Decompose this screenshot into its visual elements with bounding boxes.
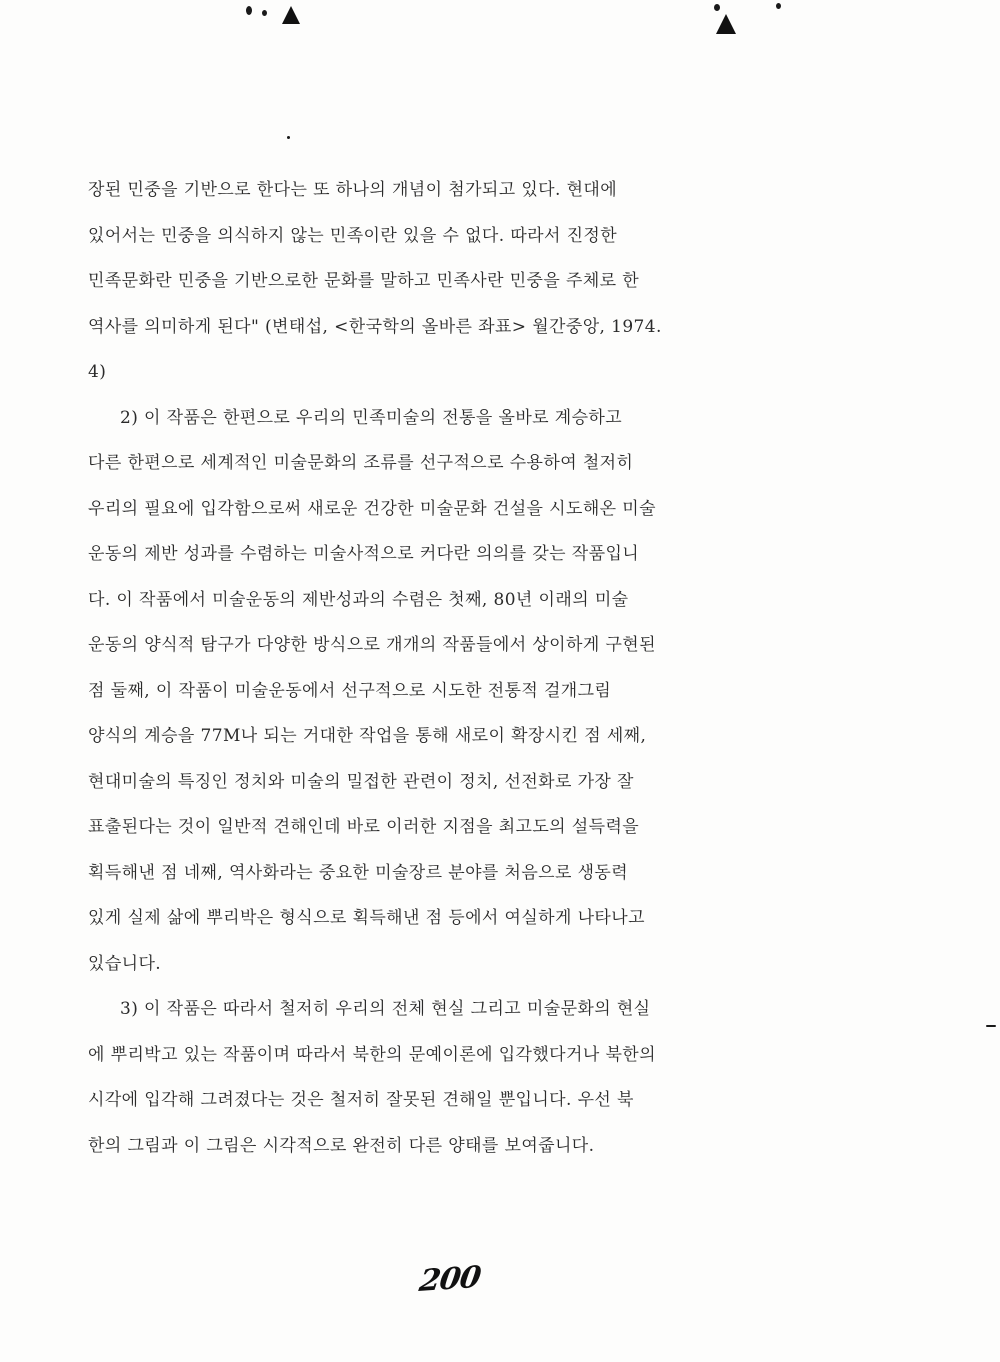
text-line: 민족문화란 민중을 기반으로한 문화를 말하고 민족사란 민중을 주체로 한 bbox=[88, 271, 640, 291]
text-line: 4) bbox=[88, 362, 107, 382]
text-line: 있습니다. bbox=[88, 953, 162, 974]
paragraph-3-start: 3) 이 작품은 따라서 철저히 우리의 전체 현실 그리고 미술문화의 현실 bbox=[120, 999, 651, 1019]
scan-speck bbox=[262, 10, 267, 16]
text-line: 점 둘째, 이 작품이 미술운동에서 선구적으로 시도한 전통적 걸개그림 bbox=[88, 680, 612, 701]
text-line: 양식의 계승을 77M나 되는 거대한 작업을 통해 새로이 확장시킨 점 세째, bbox=[88, 726, 647, 746]
scan-speck bbox=[716, 14, 736, 34]
text-line: 운동의 제반 성과를 수렴하는 미술사적으로 커다란 의의를 갖는 작품입니 bbox=[88, 544, 640, 564]
text-line: 표출된다는 것이 일반적 견해인데 바로 이러한 지점을 최고도의 설득력을 bbox=[88, 817, 640, 837]
scan-speck bbox=[287, 136, 290, 139]
scan-speck bbox=[714, 4, 720, 11]
text-line: 있게 실제 삶에 뿌리박은 형식으로 획득해낸 점 등에서 여실하게 나타나고 bbox=[88, 908, 645, 928]
scan-speck bbox=[246, 6, 252, 15]
paragraph-2-start: 2) 이 작품은 한편으로 우리의 민족미술의 전통을 올바로 계승하고 bbox=[120, 407, 623, 428]
text-line: 있어서는 민중을 의식하지 않는 민족이란 있을 수 없다. 따라서 진정한 bbox=[88, 225, 618, 246]
text-line: 역사를 의미하게 된다" (변태섭, <한국학의 올바른 좌표> 월간중앙, 1974. bbox=[88, 316, 662, 337]
text-line: 획득해낸 점 네째, 역사화라는 중요한 미술장르 분야를 처음으로 생동력 bbox=[88, 862, 629, 883]
text-line: 우리의 필요에 입각함으로써 새로운 건강한 미술문화 건설을 시도해온 미술 bbox=[88, 498, 656, 519]
scan-speck bbox=[282, 6, 300, 24]
text-line: 한의 그림과 이 그림은 시각적으로 완전히 다른 양태를 보여줍니다. bbox=[88, 1135, 595, 1156]
text-line: 에 뿌리박고 있는 작품이며 따라서 북한의 문예이론에 입각했다거나 북한의 bbox=[88, 1044, 656, 1065]
text-line: 현대미술의 특징인 정치와 미술의 밀접한 관련이 정치, 선전화로 가장 잘 bbox=[88, 771, 634, 792]
document-body bbox=[88, 168, 918, 1169]
text-line: 운동의 양식적 탐구가 다양한 방식으로 개개의 작품들에서 상이하게 구현된 bbox=[88, 635, 656, 655]
text-line: 시각에 입각해 그려졌다는 것은 철저히 잘못된 견해일 뿐입니다. 우선 북 bbox=[88, 1090, 634, 1110]
handwritten-page-number: 200 bbox=[417, 1259, 483, 1300]
scan-speck bbox=[986, 1025, 996, 1027]
text-line: 다. 이 작품에서 미술운동의 제반성과의 수렴은 첫째, 80년 이래의 미술 bbox=[88, 589, 629, 610]
text-line: 장된 민중을 기반으로 한다는 또 하나의 개념이 첨가되고 있다. 현대에 bbox=[88, 180, 618, 200]
text-line: 다른 한편으로 세계적인 미술문화의 조류를 선구적으로 수용하여 철저히 bbox=[88, 453, 634, 473]
scan-speck bbox=[776, 3, 781, 9]
